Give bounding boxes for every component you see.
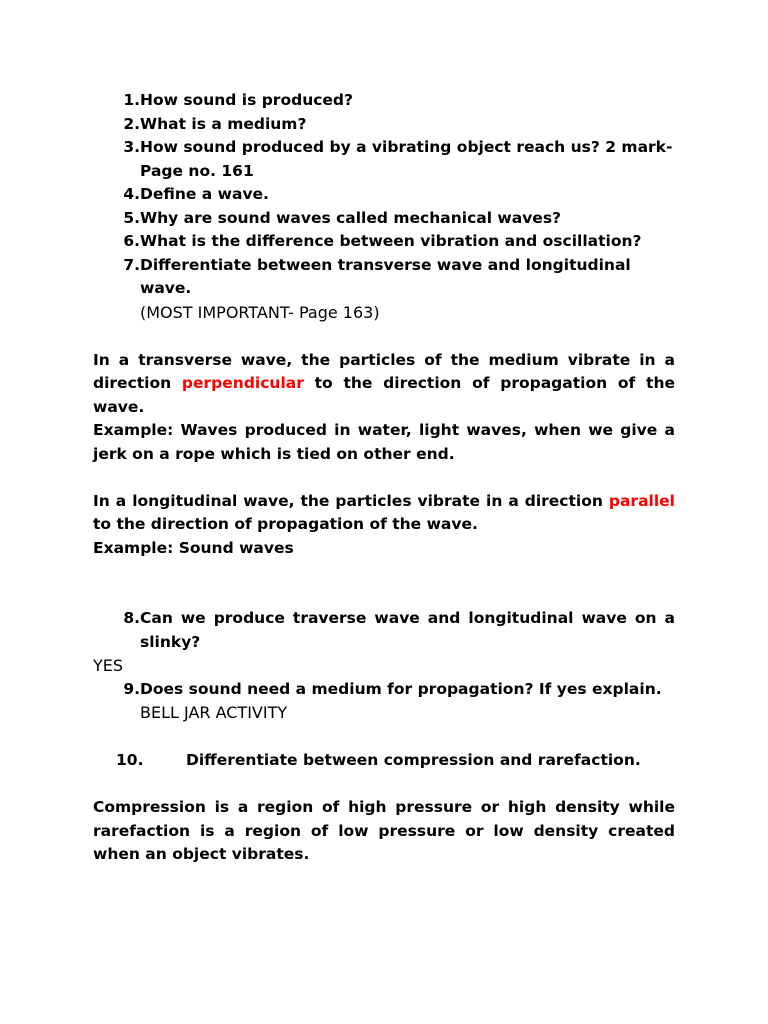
question-item — [93, 678, 675, 726]
question-item — [93, 749, 675, 773]
question-text-block — [140, 136, 675, 183]
question-item — [93, 254, 675, 326]
question-text: Why are sound waves called mechanical waves? — [140, 208, 562, 227]
longitudinal-example: Example: Sound waves — [93, 538, 294, 557]
definition-text: to the direction of propagation of the wave. — [93, 374, 675, 416]
compression-answer: Compression is a region of high pressure or high density while rarefaction is a region of low pressure or low density created when an object vibrates. — [93, 798, 675, 863]
question-item — [93, 136, 675, 183]
question-item — [93, 230, 675, 254]
question-list-3 — [93, 678, 675, 726]
definition-text: to the direction of propagation of the wave. — [93, 515, 478, 533]
question-number: 2. — [123, 114, 140, 133]
question-number: 5. — [123, 208, 140, 227]
question-number: 4. — [123, 185, 140, 203]
question-continuation: BELL JAR ACTIVITY — [140, 703, 288, 722]
highlight-parallel: parallel — [608, 491, 675, 510]
transverse-definition — [93, 349, 675, 420]
question-text: Does sound need a medium for propagation? If yes explain. — [140, 679, 662, 698]
highlight-perpendicular: perpendicular — [181, 374, 304, 392]
question-list-1 — [93, 89, 675, 325]
question-item — [93, 183, 675, 207]
question-text: Can we produce traverse wave and longitudinal wave on a slinky? — [140, 609, 675, 651]
question-list-2 — [93, 607, 675, 654]
question-text: Define a wave. — [140, 185, 269, 203]
definition-text: In a transverse wave, the particles of the medium vibrate in a direction — [93, 350, 675, 392]
worksheet-page — [93, 89, 675, 867]
question-number: 9. — [123, 679, 140, 698]
answer-yes: YES — [93, 656, 124, 675]
question-number: 10. — [116, 751, 144, 769]
question-item — [93, 113, 675, 137]
question-text: How sound produced by a vibrating object reach us? 2 mark- — [140, 138, 673, 156]
question-text: Differentiate between transverse wave and longitudinal wave. — [140, 255, 631, 297]
question-text-block — [140, 254, 675, 326]
question-number: 3. — [123, 138, 140, 156]
question-item — [93, 89, 675, 113]
question-text: How sound is produced? — [140, 91, 354, 109]
question-item — [93, 607, 675, 654]
definition-text: In a longitudinal wave, the particles vibrate in a direction — [93, 491, 609, 510]
question-item — [93, 207, 675, 231]
question-number: 6. — [123, 232, 140, 250]
question-text: What is a medium? — [140, 114, 307, 133]
question-text: Differentiate between compression and rarefaction. — [186, 751, 641, 769]
question-number: 8. — [123, 609, 140, 627]
longitudinal-definition — [93, 490, 675, 537]
question-continuation: Page no. 161 — [140, 161, 254, 180]
question-number: 7. — [123, 255, 140, 274]
question-number: 1. — [123, 91, 140, 109]
question-text: What is the difference between vibration and oscillation? — [140, 232, 642, 250]
question-continuation: (MOST IMPORTANT- Page 163) — [140, 302, 380, 322]
transverse-example: Example: Waves produced in water, light waves, when we give a jerk on a rope which is tied on other end. — [93, 421, 675, 463]
question-text-block — [140, 678, 675, 726]
